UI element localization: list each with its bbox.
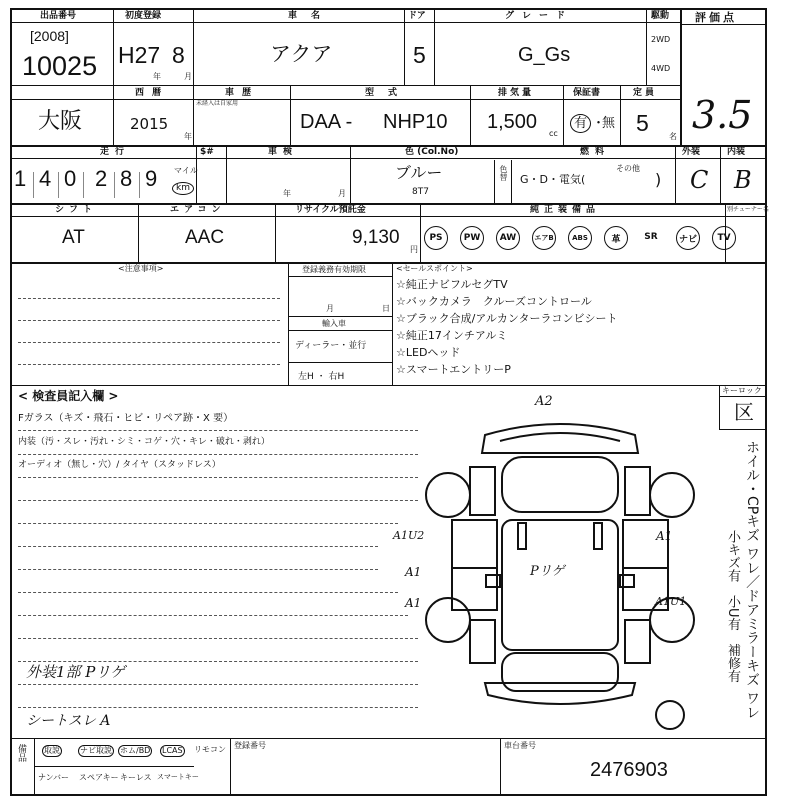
mark-front: A2	[535, 394, 553, 409]
colorchange-label: 色替	[499, 165, 508, 181]
equipment-item: AW	[496, 226, 520, 250]
mark-left-low: A1	[405, 596, 422, 610]
color-label: 色 (Col.No)	[405, 147, 459, 157]
sales-point: ☆純正ナビフルセグTV	[396, 278, 508, 291]
score-label: 評価点	[695, 11, 737, 24]
capacity-value: 5	[636, 110, 649, 136]
model-prefix: DAA -	[300, 111, 353, 133]
opt-number: ナンバー	[38, 773, 70, 782]
mile-unit: マイル	[174, 166, 198, 175]
equipment-item: エアB	[532, 226, 556, 250]
equipment-list	[424, 226, 764, 254]
capacity-unit: 名	[669, 132, 677, 141]
mark-right-low: A1U1	[655, 595, 687, 608]
mark-right-top: A1	[656, 529, 673, 543]
chassis-number: 2476903	[590, 759, 668, 781]
opt-lcas: LCAS	[162, 746, 183, 755]
location: 大阪	[38, 108, 83, 133]
recycle-yen: 円	[410, 245, 418, 254]
car-name-label: 車名	[288, 11, 335, 21]
caution-label: <注意事項>	[118, 264, 164, 273]
ext-label: 外装	[682, 147, 701, 157]
equipment-item: ABS	[568, 226, 592, 250]
insp-year-unit: 年	[283, 189, 291, 198]
equipment-item: TV	[712, 226, 736, 250]
fuel-other: その他	[616, 164, 640, 173]
recycle-value: 9,130	[352, 227, 400, 248]
expiry-day: 日	[382, 304, 390, 313]
opt-smart-key: スマートキー	[157, 773, 199, 781]
aircon-label: エアコン	[170, 205, 226, 215]
shaken-label: 車歴	[225, 88, 260, 98]
exterior-grade: C	[690, 166, 709, 194]
legend-col-2: 小キズ有 小U有 補修有	[724, 530, 740, 683]
sales-points	[396, 279, 716, 384]
year-ad-unit: 年	[184, 132, 192, 141]
car-name: アクア	[270, 43, 333, 66]
reg-number-label: 登録番号	[234, 741, 266, 750]
mileage-digits	[14, 162, 174, 202]
color-name: ブルー	[395, 163, 443, 182]
recycle-label: リサイクル預託金	[295, 205, 366, 215]
seireki-label: 西暦	[135, 88, 170, 98]
grade-label: グレード	[505, 11, 574, 21]
interior-grade: B	[734, 166, 752, 194]
first-reg-year: H27	[118, 42, 161, 68]
inspection-label: 車検	[268, 147, 299, 157]
opt-hom: ホム/BD	[120, 746, 151, 755]
lot-year: [2008]	[30, 28, 69, 44]
mileage-digit: 2	[95, 166, 108, 191]
fuel-label: 燃料	[580, 147, 611, 157]
opt-navi-manual: ナビ取説	[80, 746, 112, 755]
mileage-digit: 8	[120, 166, 133, 191]
shaken-sub: 未経入は自家用	[196, 100, 239, 107]
int-label: 内装	[727, 147, 746, 157]
mileage-digit: 1	[14, 166, 27, 191]
handle-label: 左H ・ 右H	[298, 372, 345, 382]
equipment-item: SR	[644, 232, 658, 242]
hand-note-2: シートスレ A	[26, 713, 111, 729]
sales-point: ☆ブラック合成/アルカンターラコンビシート	[396, 312, 618, 325]
mileage-label: 走行	[100, 147, 131, 157]
sales-point: ☆スマートエントリーP	[396, 363, 511, 376]
mark-roof: Pリゲ	[530, 564, 565, 579]
reg-expiry-label: 登録義務有効期限	[302, 265, 366, 274]
sales-point: ☆バックカメラ クルーズコントロール	[396, 295, 592, 308]
capacity-label: 定員	[633, 88, 658, 98]
mark-left-top: A1U2	[393, 529, 425, 542]
equipment-item: PS	[424, 226, 448, 250]
inspector-title: < 検査員記入欄 >	[18, 389, 119, 403]
first-reg-month: 8	[172, 42, 185, 68]
opt-spare-key: スペアキー	[79, 773, 119, 782]
score-value: 3.5	[692, 93, 753, 137]
glass-line: Fガラス（キズ・飛石・ヒビ・リペア跡・X 要）	[18, 413, 234, 424]
audio-line: オーディオ（無し・穴）/ タイヤ（スタッドレス）	[18, 460, 221, 470]
keylock-mark: 区	[734, 400, 754, 424]
displacement-unit: cc	[549, 129, 558, 138]
displacement-label: 排気量	[498, 88, 535, 98]
equipment-label: 純正装備品	[530, 205, 601, 215]
shift-label: シフト	[55, 205, 98, 215]
insp-month-unit: 月	[338, 189, 346, 198]
doors-value: 5	[413, 42, 426, 68]
sales-point: ☆LEDヘッド	[396, 346, 461, 359]
expiry-month: 月	[326, 304, 334, 313]
color-code: 8T7	[412, 187, 429, 197]
door-label: ドア	[408, 11, 426, 21]
shift-value: AT	[62, 227, 85, 248]
km-unit: km	[172, 182, 194, 195]
displacement-value: 1,500	[487, 111, 538, 133]
month-unit: 月	[184, 72, 192, 81]
year-unit: 年	[153, 72, 161, 81]
opt-manual: 取説	[44, 746, 60, 755]
fuel-options: G・D・電気(	[520, 173, 586, 186]
fuel-close: )	[655, 170, 662, 189]
legend-col-1: ホイル・CPキズ ワレ／ドアミラーキズ ワレ	[744, 440, 761, 720]
drive-label: 駆動	[651, 11, 670, 21]
interior-line: 内装（汚・スレ・汚れ・シミ・コゲ・穴・キレ・破れ・剥れ）	[18, 437, 270, 447]
first-reg-label: 初度登録	[125, 11, 162, 21]
ac-opt-label: 別チューナー名	[727, 206, 769, 213]
sales-label: <セールスポイント>	[396, 264, 473, 273]
keylock-label: キーロック	[722, 386, 762, 395]
opt-remote: リモコン	[194, 745, 226, 754]
year-ad: 2015	[130, 115, 169, 133]
mileage-digit: 0	[64, 166, 77, 191]
mark-left-mid: A1	[405, 565, 422, 579]
warranty-sep: ・	[592, 116, 606, 131]
warranty-no: 無	[602, 116, 616, 131]
equipment-item: ナビ	[676, 226, 700, 250]
footer-equip-label: 備品	[16, 744, 26, 762]
meter-label: $#	[200, 147, 214, 157]
warranty-label: 保証書	[573, 88, 601, 98]
import-label: 輸入車	[322, 319, 346, 328]
grade-value: G_Gs	[518, 44, 571, 66]
equipment-item: 革	[604, 226, 628, 250]
drive-4wd: 4WD	[651, 64, 671, 73]
dealer-label: ディーラー・並行	[295, 341, 367, 351]
chassis-label: 車台番号	[504, 741, 536, 750]
drive-2wd: 2WD	[651, 35, 671, 44]
mileage-digit: 4	[39, 166, 52, 191]
sales-point: ☆純正17インチアルミ	[396, 329, 508, 342]
hand-note-1: 外装1部 Pリゲ	[26, 663, 126, 681]
model-code: NHP10	[383, 111, 448, 133]
lot-label: 出品番号	[40, 11, 77, 21]
equipment-item: PW	[460, 226, 484, 250]
mileage-digit: 9	[145, 166, 158, 191]
opt-keyless: キーレス	[120, 773, 152, 782]
lot-number: 10025	[22, 51, 98, 81]
warranty-yes: 有	[570, 114, 591, 133]
model-label: 型式	[365, 88, 412, 98]
aircon-value: AAC	[185, 227, 225, 248]
